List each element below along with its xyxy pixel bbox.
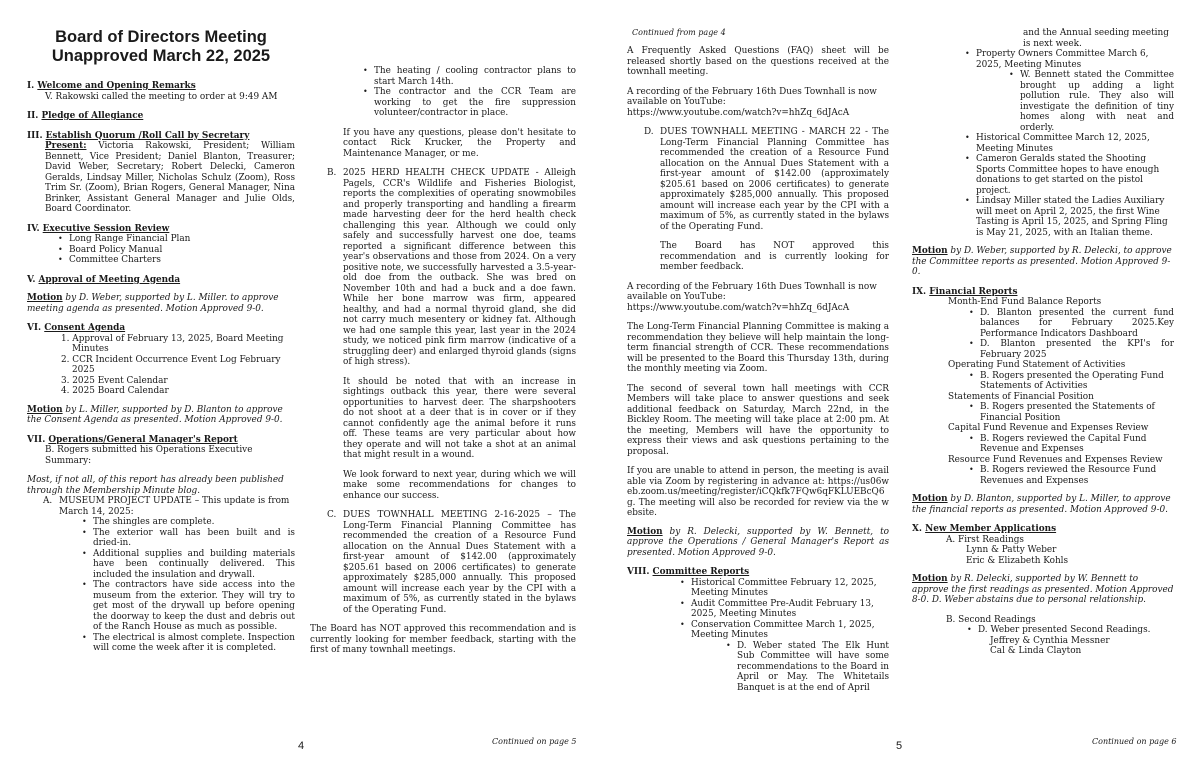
- executive-list: [57, 234, 295, 266]
- applicant-name: Jeffrey & Cynthia Messner: [990, 635, 1110, 646]
- item-b-herd-health: B. 2025 HERD HEALTH CHECK UPDATE - Alleigh Pagels, CCR's Wildlife and Fisheries Biologist, reports the complexities of operating snowmobiles and properly transporting and handling a firearm made harvesting deer for the herd health check challenging this year. Although we could only safely and successfully harvest one doe, teams reported a significant difference between this year's observations and those from 2024. On a very positive note, we successfully harvested a 3.5-year-old doe from the outback. She was bred on November 10th and had a buck and a doe fawn. While her bone marrow was firm, appeared healthy, and had a normal thyroid gland, she did not carry much mesentery or kidney fat. Although we had one sample this year, last year in the 2024 study, we noticed pink firm marrow (indicative of a struggling deer) and enlarged thyroid glands (signs of high stress). It should be noted that with an increase in sightings outback this year, there were several opportunities to harvest deer. The sharpshooters do not shoot at a deer that is in cover or if they cannot confidently age the animal before it runs off. These teams are very particular about how they operate and will not take a shot at an animal that might result in a wound. We look forward to next year, during which we will make some recommendations for changes to enhance our success.: [327, 168, 576, 501]
- dues-closing: The Board has NOT approved this recommendation and is currently looking for member feedback, starting with the first of many townhall meetings.: [310, 624, 576, 655]
- list-item: 1. Approval of February 13, 2025, Board Meeting Minutes: [61, 333, 284, 354]
- page4-column-1: [27, 28, 295, 654]
- financial-list: [968, 402, 1174, 423]
- list-item: • Cameron Geralds stated the Shooting Sports Committee hopes to have enough donations to get started on the pistol project.: [964, 154, 1174, 196]
- list-item: • D. Weber stated The Elk Hunt Sub Committee will have some recommendations to the Board in April or May. The Whitetails Banquet is at the end of April: [725, 641, 889, 694]
- list-item: 3. 2025 Event Calendar: [61, 375, 168, 386]
- financial-heading: Statements of Financial Position: [948, 391, 1094, 402]
- committee-list-3: [964, 133, 1174, 238]
- motion-financial: Motion by D. Blanton, supported by L. Miller, to approve the financial reports as presented. Motion Approved 9-0.: [912, 494, 1171, 515]
- recording-note: A recording of the February 16th Dues Townhall is now available on YouTube:: [627, 281, 877, 302]
- committee-list-2: [964, 49, 1174, 70]
- list-item: • Historical Committee March 12, 2025, Meeting Minutes: [964, 133, 1174, 154]
- list-item: • The electrical is almost complete. Inspection will come the week after it is completed.: [81, 633, 295, 654]
- section-consent-heading: VI. Consent Agenda: [27, 323, 126, 333]
- youtube-link[interactable]: https://www.youtube.com/watch?v=hhZq_6dJAcA: [627, 107, 850, 118]
- financial-list: [968, 465, 1174, 486]
- continued-note: Continued on page 6: [1092, 737, 1177, 746]
- continued-from-note: Continued from page 4: [632, 28, 726, 37]
- ltfp-paragraph: The Long-Term Financial Planning Committee is making a recommendation they believe will help maintain the long-term financial strength of CCR. These recommendations will be presented to the Board this Thursday 13th, during the monthly meeting via Zoom.: [627, 322, 889, 374]
- page4-column-2: [310, 66, 576, 656]
- motion-consent: Motion by L. Miller, supported by D. Blanton to approve the Consent Agenda as presented. Motion Approved 9-0.: [27, 404, 283, 425]
- list-item: • Long Range Financial Plan: [57, 234, 295, 245]
- list-item: • W. Bennett stated the Committee brought up adding a light pollution rule. They also will investigate the definition of tiny homes along with neat and orderly.: [1008, 70, 1174, 133]
- page-title-line-1: Board of Directors Meeting: [55, 28, 267, 46]
- list-item: • B. Rogers presented the Statements of Financial Position: [968, 402, 1174, 423]
- second-readings-label: B. Second Readings: [946, 614, 1036, 625]
- applicant-name: Cal & Linda Clayton: [990, 646, 1082, 656]
- list-item: • Additional supplies and building materials have been continually delivered. This included the insulation and drywall.: [81, 549, 295, 581]
- continued-note: Continued on page 5: [492, 737, 577, 746]
- list-item: 4. 2025 Board Calendar: [61, 386, 169, 396]
- financial-list: [968, 371, 1174, 392]
- item-d-dues-townhall: D. DUES TOWNHALL MEETING - MARCH 22 - The Long-Term Financial Planning Committee has recommended the creation of a Resource Fund allocation on the Annual Dues Statement with a first-year amount of $142.00 (approximately $205.61 based on 2006 certificates) to generate approximately $285,000 annually. This proposed amount will increase each year by the CPI with a maximum of 5%, as currently stated in the bylaws of the Operating Fund. The Board has NOT approved this recommendation and is currently looking for member feedback.: [644, 127, 889, 272]
- list-item: • The shingles are complete.: [81, 517, 295, 528]
- page-title-line-2: Unapproved March 22, 2025: [51, 47, 271, 65]
- section-financial-heading: IX. Financial Reports: [912, 286, 1018, 297]
- page-number: 4: [298, 740, 305, 752]
- list-item: • D. Weber presented Second Readings.: [966, 625, 1174, 636]
- item-a-museum: A. MUSEUM PROJECT UPDATE – This update is from March 14, 2025:: [43, 496, 290, 517]
- list-item: • D. Blanton presented the current fund balances for February 2025.Key Performance Indicators Dashboard: [968, 308, 1174, 340]
- museum-list: [81, 517, 295, 654]
- section-pledge-heading: II. Pledge of Allegiance: [27, 111, 144, 121]
- recording-note: A recording of the February 16th Dues Townhall is now available on YouTube:: [627, 86, 877, 107]
- financial-heading: Month-End Fund Balance Reports: [948, 297, 1102, 307]
- financial-list: [968, 308, 1174, 361]
- section-agenda-heading: V. Approval of Meeting Agenda: [27, 274, 181, 285]
- applicant-name: Eric & Elizabeth Kohls: [966, 555, 1069, 566]
- list-item: • The exterior wall has been built and is dried-in.: [81, 528, 295, 549]
- list-item: • The contractors have side access into the museum from the exterior. They will try to get most of the drywall up before opening the doorway to keep the dust and debris out of the Ranch House as much as possible.: [81, 580, 295, 633]
- youtube-link[interactable]: https://www.youtube.com/watch?v=hhZq_6dJAcA: [627, 302, 850, 313]
- committee-sublist-2: [1008, 70, 1174, 133]
- financial-heading: Capital Fund Revenue and Expenses Review: [948, 423, 1149, 433]
- section-new-member-heading: X. New Member Applications: [912, 524, 1057, 534]
- list-item: • Lindsay Miller stated the Ladies Auxiliary will meet on April 2, 2025, the first Wine Tasting is April 15, 2025, and Spring Fling is May 21, 2025, with an Italian theme.: [964, 196, 1174, 238]
- section-quorum-heading: III. Establish Quorum /Roll Call by Secretary: [27, 130, 250, 141]
- list-item: • D. Blanton presented the KPI's for February 2025: [968, 339, 1174, 360]
- committee-sub-continued: and the Annual seeding meeting is next week.: [1023, 28, 1169, 49]
- list-item: • B. Rogers reviewed the Resource Fund Revenues and Expenses: [968, 465, 1174, 486]
- item-c-dues-townhall: C. DUES TOWNHALL MEETING 2-16-2025 – The Long-Term Financial Planning Committee has recommended the creation of a Resource Fund allocation on the Annual Dues Statement with a first-year amount of $142.00 (approximately $205.61 based on 2006 certificates) to generate approximately $285,000 annually. This proposed amount will increase each year by the CPI with a maximum of 5%, as currently stated in the bylaws of the Operating Fund.: [327, 510, 576, 615]
- list-item: • Property Owners Committee March 6, 2025, Meeting Minutes: [964, 49, 1174, 70]
- committee-list: [679, 578, 889, 641]
- list-item: • B. Rogers reviewed the Capital Fund Revenue and Expenses: [968, 434, 1174, 455]
- consent-list: [61, 334, 295, 397]
- list-item: 2. CCR Incident Occurrence Event Log February 2025: [61, 354, 281, 375]
- committee-sublist: [725, 641, 889, 694]
- faq-paragraph: A Frequently Asked Questions (FAQ) sheet will be released shortly based on the questions received at the townhall meeting.: [627, 46, 889, 77]
- motion-committee: Motion by D. Weber, supported by R. Delecki, to approve the Committee reports as presented. Motion Approved 9-0.: [912, 246, 1172, 277]
- museum-closing: If you have any questions, please don't hesitate to contact Rick Krucker, the Property and Maintenance Manager, or me.: [343, 127, 576, 159]
- first-readings-label: A. First Readings: [946, 534, 1024, 545]
- list-item: • Audit Committee Pre-Audit February 13, 2025, Meeting Minutes: [679, 599, 889, 620]
- list-item: • The heating / cooling contractor plans to start March 14th.: [362, 66, 576, 87]
- applicant-name: Lynn & Patty Weber: [966, 545, 1057, 555]
- townhall-paragraph: The second of several town hall meetings with CCR Members will take place to answer questions and seek additional feedback on Saturday, March 22nd, in the Bickley Room. The meeting will take place at 2:00 pm. At the meeting, Members will have the opportunity to express their views and ask questions pertaining to the proposal.: [627, 383, 889, 457]
- financial-list: [968, 434, 1174, 455]
- operations-intro: B. Rogers submitted his Operations Executive Summary:: [45, 445, 253, 466]
- museum-list-continued: [362, 66, 576, 119]
- zoom-paragraph: If you are unable to attend in person, the meeting is available via Zoom by registering in advance at: https://us06web.zoom.us/meeting/register/iCQkfk7FQw6qFKLUEBcQ6g. The meeting will also be recorded for review via the website.: [627, 466, 889, 518]
- list-item: • The contractor and the CCR Team are working to get the fire suppression volunteer/contractor in place.: [362, 87, 576, 119]
- financial-heading: Resource Fund Revenues and Expenses Review: [948, 454, 1163, 465]
- page5-column-2: [912, 28, 1174, 657]
- list-item: • Historical Committee February 12, 2025, Meeting Minutes: [679, 578, 889, 599]
- financial-reports: [948, 297, 1174, 486]
- motion-operations: Motion by R. Delecki, supported by W. Bennett, to approve the Operations / General Manager's Report as presented. Motion Approved 9-0.: [627, 526, 889, 558]
- list-item: • B. Rogers presented the Operating Fund Statements of Activities: [968, 371, 1174, 392]
- operations-note: Most, if not all, of this report has already been published through the Membership Minute blog.: [27, 475, 284, 496]
- second-readings-list: [966, 625, 1174, 636]
- motion-new-members: Motion by R. Delecki, supported by W. Bennett to approve the first readings as presented. Motion Approved 8-0. D. Weber abstains due to personal relationship.: [912, 574, 1174, 605]
- motion-agenda: Motion by D. Weber, supported by L. Miller. to approve meeting agenda as presented. Motion Approved 9-0.: [27, 293, 279, 314]
- section-executive-heading: IV. Executive Session Review: [27, 223, 170, 234]
- section-welcome-text: V. Rakowski called the meeting to order at 9:49 AM: [45, 91, 278, 102]
- section-operations-heading: VII. Operations/General Manager's Report: [27, 434, 238, 445]
- section-committee-heading: VIII. Committee Reports: [627, 567, 750, 577]
- list-item: • Committee Charters: [57, 255, 295, 266]
- page-5: [600, 0, 1200, 776]
- quorum-present-text: Present: Victoria Rakowski, President; William Bennett, Vice President; Daniel Blanton, Treasurer; David Weber, Secretary; Robert Delecki, Cameron Geralds, Lindsay Miller, Nicholas Schulz (Zoom), Ross Trim Sr. (Zoom), Brian Rogers, General Manager, Nina Brinker, Assistant General Manager and Julie Olds, Board Coordinator.: [45, 141, 295, 214]
- page5-column-1: [627, 46, 889, 693]
- list-item: • Board Policy Manual: [57, 245, 295, 256]
- financial-heading: Operating Fund Statement of Activities: [948, 360, 1126, 370]
- list-item: • Conservation Committee March 1, 2025, Meeting Minutes: [679, 620, 889, 641]
- page-number: 5: [896, 740, 903, 752]
- section-welcome-heading: I. Welcome and Opening Remarks: [27, 81, 196, 91]
